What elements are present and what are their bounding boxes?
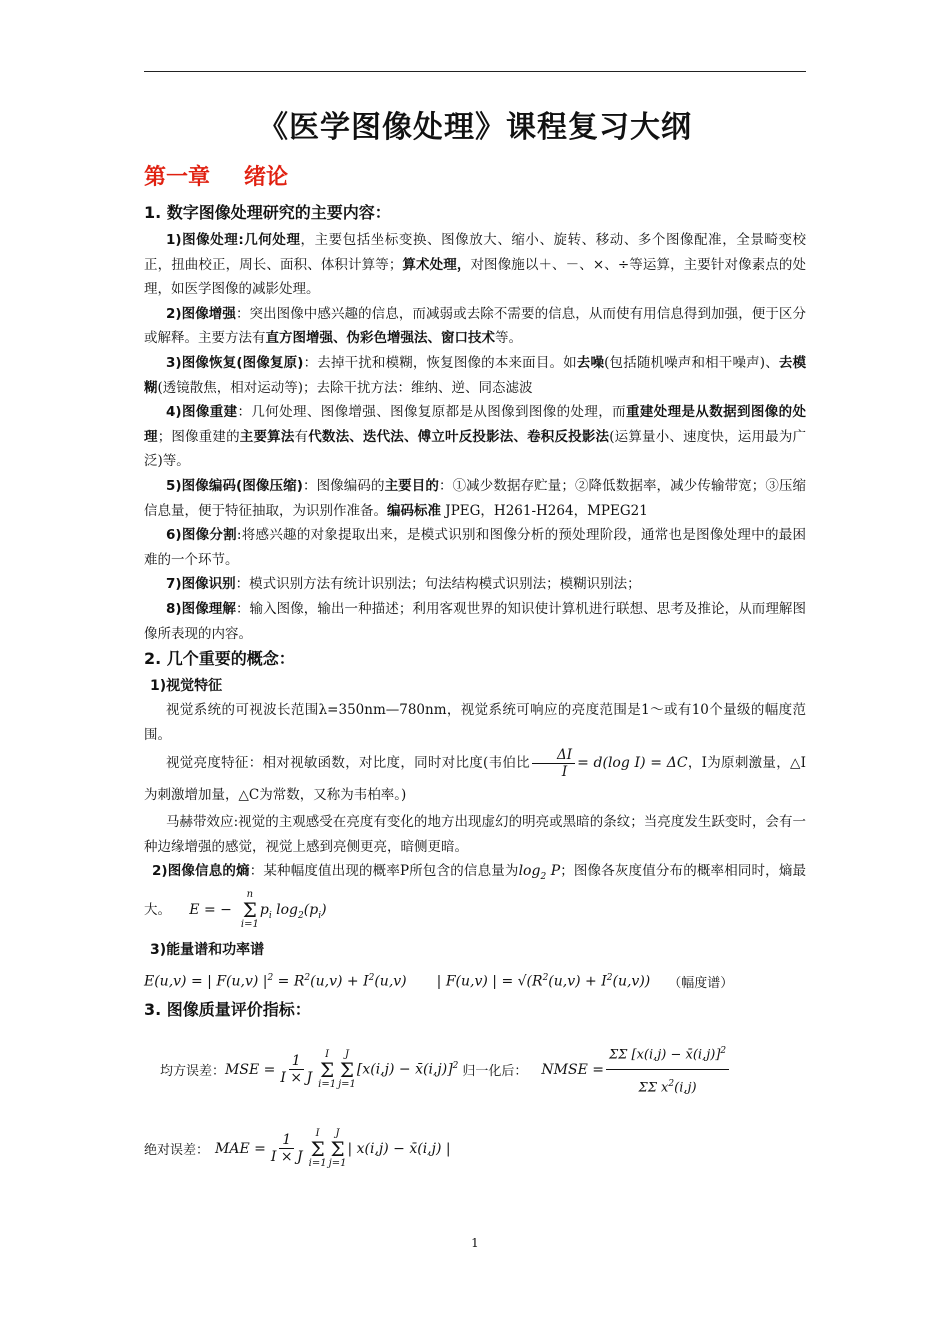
normalized-label: 归一化后： — [462, 1064, 528, 1080]
paragraph-mach-band: 马赫带效应:视觉的主观感受在亮度有变化的地方出现虚幻的明亮或黑暗的条纹；当亮度发生跃变时，会有一种边缘增强的感觉，视觉上感到亮侧更亮，暗侧更暗。 — [144, 814, 807, 855]
subsection-energy-spectrum: 3)能量谱和功率谱 — [150, 941, 265, 958]
paragraph-weber: 视觉亮度特征：相对视敏函数，对比度，同时对比度(韦伯比 $\frac{\Delta I}{I}$ = d(log I) = ΔC，I为原刺激量，△I为刺激增加量，△C为常数，又称为韦柏率。) — [144, 747, 806, 804]
subsection-visual-features: 1)视觉特征 — [150, 678, 223, 695]
amplitude-note: （幅度谱） — [668, 975, 734, 991]
paragraph-visual-range: 视觉系统的可视波长范围λ=350nm—780nm，视觉系统可响应的亮度范围是1～或有10个量级的幅度范围。 — [144, 702, 806, 743]
formula-entropy: E = − n Σ i=1 $p_i$ $\log_2(p_i)$ — [189, 888, 327, 930]
formula-amplitude-spectrum: | F(u,v) | = $√(R^2(u,v) + I^2(u,v))$ — [436, 973, 651, 990]
item-image-processing: 1)图像处理:几何处理，主要包括坐标变换、图像放大、缩小、旋转、移动、多个图像配准，全景畸变校正，扭曲校正，周长、面积、体积计算等；算术处理，对图像施以＋、－、×、÷等运算，主要针对像素点的处理，如医学图像的减影处理。 — [144, 232, 806, 298]
section-1-heading: 1. 数字图像处理研究的主要内容： — [144, 203, 391, 222]
main-content — [144, 200, 806, 1169]
mse-label: 均方误差： — [160, 1064, 226, 1080]
formula-row-mse: 均方误差： MSE = $\frac{1}{I \times J}$ I Σ i=1 J Σ j=1 [x(i,j) − x̄(i,j)]$^2$ 归一化后： NMSE = $\frac{\Sigma\Sigma [x(i,j) - x̄(i,j)]^2}{\Sigma\Sigma x^2(i,j)}$ — [144, 1037, 806, 1103]
item-image-recognition: 7)图像识别：模式识别方法有统计识别法；句法结构模式识别法；模糊识别法； — [166, 576, 641, 593]
item-image-enhancement: 2)图像增强：突出图像中感兴趣的信息，而减弱或去除不需要的信息，从而使有用信息得到加强，便于区分或解释。主要方法有直方图增强、伪彩色增强法、窗口技术等。 — [144, 305, 806, 347]
formula-weber: $\frac{\Delta I}{I}$ — [532, 747, 575, 780]
chapter-number: 第一章 — [144, 165, 211, 190]
formula-log-p: $\log_2 P$ — [518, 863, 561, 883]
item-image-reconstruction: 4)图像重建：几何处理、图像增强、图像复原都是从图像到图像的处理，而重建处理是从数据到图像的处理；图像重建的主要算法有代数法、迭代法、傅立叶反投影法、卷积反投影法(运算量小、速度快，运用最为广泛)等。 — [144, 404, 807, 470]
formula-nmse: NMSE = — [541, 1061, 604, 1078]
item-image-coding: 5)图像编码(图像压缩)：图像编码的主要目的：①减少数据存贮量；②降低数据率，减少传输带宽；③压缩信息量，便于特征抽取，为识别作准备。编码标准 JPEG，H261-H264，MPEG21 — [144, 477, 807, 519]
paragraph-entropy: 2)图像信息的熵：某种幅度值出现的概率P所包含的信息量为$\log_2 P$；图像各灰度值分布的概率相同时，熵最大。 E = − n Σ i=1 $p_i$ $\log_2(p_i)$ — [144, 863, 807, 930]
section-3-heading: 3. 图像质量评价指标： — [144, 999, 311, 1019]
item-image-restoration: 3)图像恢复(图像复原)：去掉干扰和模糊，恢复图像的本来面目。如去噪(包括随机噪声和相干噪声)、去模糊(透镜散焦，相对运动等)；去除干扰方法：维纳、逆、同态滤波 — [144, 354, 807, 396]
document-title: 《医学图像处理》课程复习大纲 — [258, 110, 692, 145]
item-image-segmentation: 6)图像分割:将感兴趣的对象提取出来，是模式识别和图像分析的预处理阶段，通常也是图像处理中的最困难的一个环节。 — [144, 527, 806, 568]
formula-mse: MSE = — [225, 1061, 276, 1078]
formula-mae: MAE = — [215, 1140, 266, 1157]
item-image-understanding: 8)图像理解：输入图像，输出一种描述；利用客观世界的知识使计算机进行联想、思考及推论，从而理解图像所表现的内容。 — [144, 600, 806, 642]
formula-row-mae: 绝对误差： MAE = $\frac{1}{I \times J}$ I Σ i=1 J Σ j=1 | x(i,j) − x̄(i,j) | — [144, 1127, 451, 1169]
section-2-heading: 2. 几个重要的概念： — [144, 649, 295, 669]
header-rule — [144, 71, 806, 72]
formula-energy-spectrum: E(u,v) = | F(u,v) $|^2 = R^2(u,v) + I^2(u,v)$ — [144, 973, 407, 990]
chapter-heading — [144, 160, 288, 191]
page-number: 1 — [471, 1236, 479, 1250]
mae-label: 绝对误差： — [144, 1143, 210, 1159]
chapter-name: 绪论 — [244, 165, 289, 190]
formula-row-spectrum — [144, 972, 806, 991]
